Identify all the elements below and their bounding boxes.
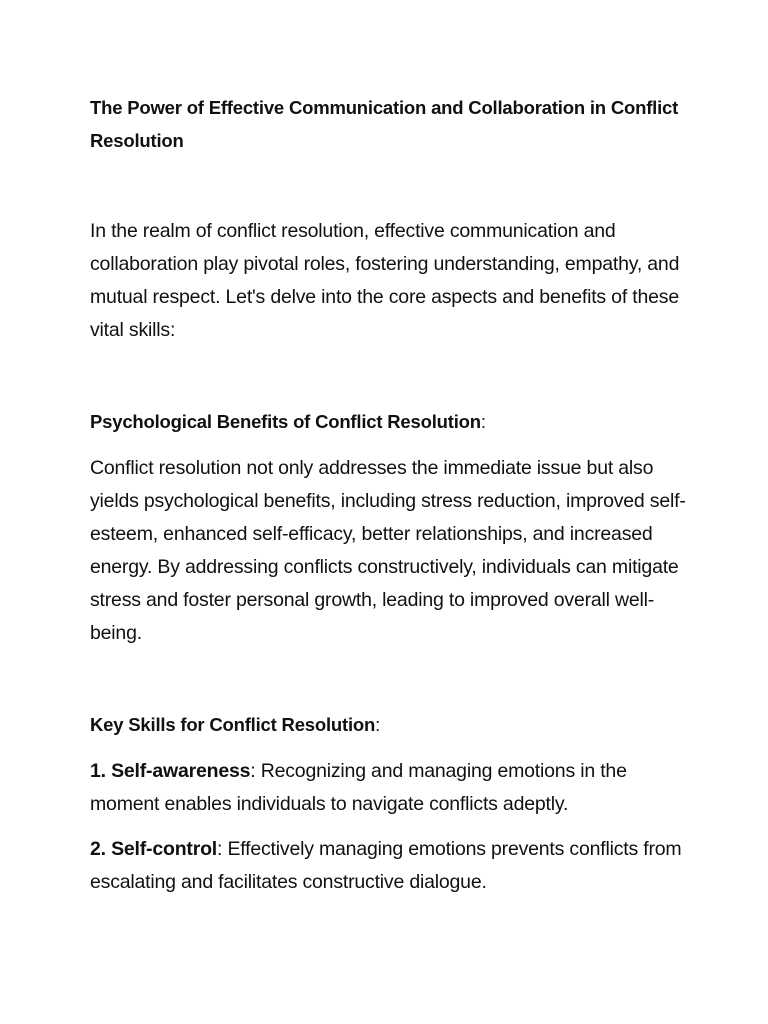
section-heading-psychological-benefits (90, 405, 690, 438)
section-heading-text: Key Skills for Conflict Resolution (90, 714, 376, 735)
intro-paragraph: In the realm of conflict resolution, effective communication and collaboration play pivotal roles, fostering understanding, empathy, and mutual respect. Let's delve into the core aspects and benefits of these vital skills: (90, 220, 680, 341)
psychological-benefits-paragraph: Conflict resolution not only addresses the immediate issue but also yields psychological benefits, including stress reduction, improved self-esteem, enhanced self-efficacy, better relationships, and increased energy. By addressing conflicts constructively, individuals can mitigate stress and foster personal growth, leading to improved overall well-being. (90, 457, 686, 644)
section-heading-text: Psychological Benefits of Conflict Resolution (90, 411, 481, 432)
skill-label: 2. Self-control (90, 838, 218, 860)
skill-description: : Effectively managing emotions prevents conflicts from escalating and facilitates constructive dialogue. (90, 838, 682, 893)
section-heading-colon: : (480, 411, 486, 432)
skill-label: 1. Self-awareness (90, 760, 251, 782)
section-heading-colon: : (375, 714, 381, 735)
skill-description: : Recognizing and managing emotions in the moment enables individuals to navigate conflicts adeptly. (90, 760, 627, 815)
section-heading-key-skills (90, 708, 690, 741)
skill-item-self-control (90, 833, 690, 899)
document-page (90, 91, 690, 899)
skill-item-self-awareness (90, 755, 690, 821)
document-title: The Power of Effective Communication and Collaboration in Conflict Resolution (90, 97, 679, 151)
